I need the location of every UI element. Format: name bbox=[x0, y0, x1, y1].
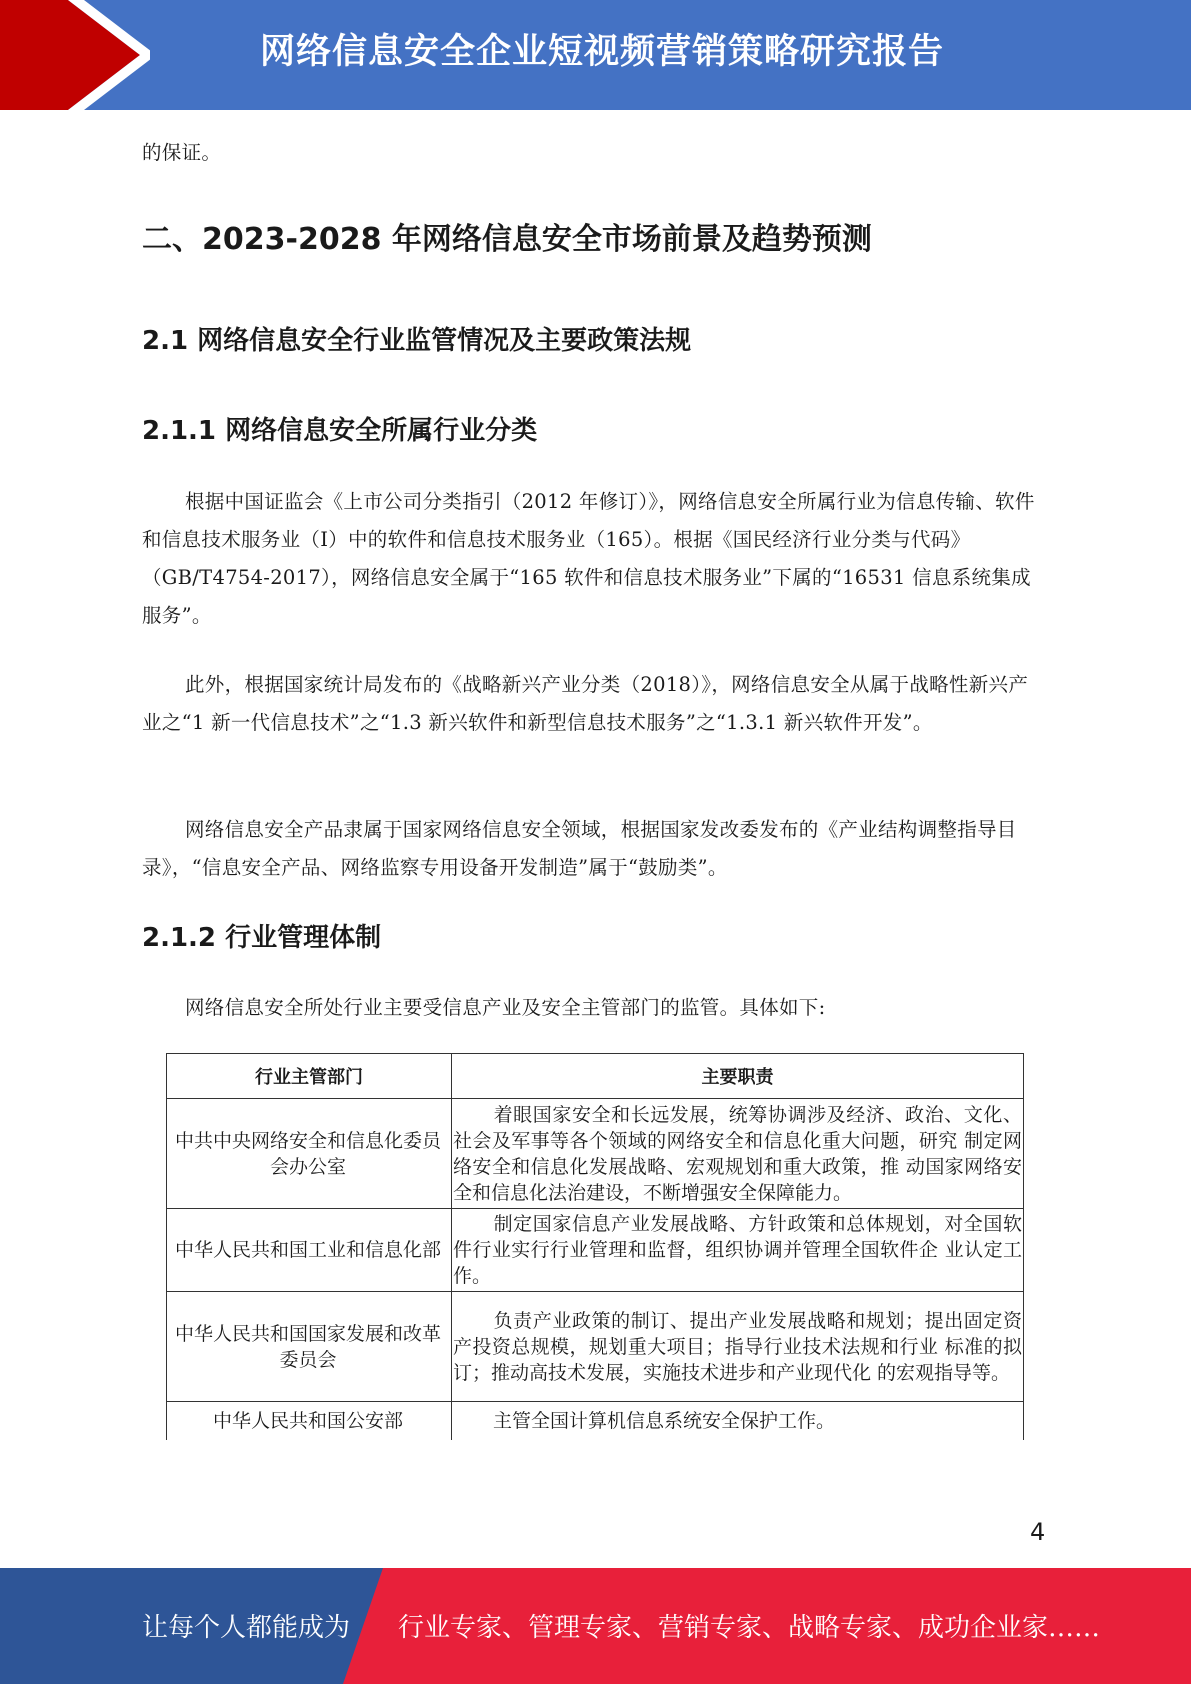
table-row bbox=[167, 1209, 1024, 1292]
duty-text: 制定国家信息产业发展战略、方针政策和总体规划，对全国软件行业实行行业管理和监督，组织协调并管理全国软件企 业认定工作。 bbox=[453, 1213, 1022, 1287]
department-cell: 中华人民共和国工业和信息化部 bbox=[167, 1209, 452, 1292]
table-row bbox=[167, 1402, 1024, 1440]
subsection-heading-2-1-1: 2.1.1 网络信息安全所属行业分类 bbox=[142, 416, 538, 446]
report-header bbox=[0, 0, 1191, 110]
column-header-duty: 主要职责 bbox=[452, 1054, 1024, 1099]
duty-cell bbox=[452, 1402, 1024, 1440]
footer-slogan-left: 让每个人都能成为 bbox=[142, 1613, 351, 1643]
table-header-row bbox=[167, 1054, 1024, 1099]
table-row bbox=[167, 1099, 1024, 1209]
duty-cell bbox=[452, 1292, 1024, 1402]
table-row bbox=[167, 1292, 1024, 1402]
column-header-department: 行业主管部门 bbox=[167, 1054, 452, 1099]
subsection-heading-2-1-2: 2.1.2 行业管理体制 bbox=[142, 923, 382, 953]
paragraph-encouraged-category: 网络信息安全产品隶属于国家网络信息安全领域，根据国家发改委发布的《产业结构调整指导目录》，“信息安全产品、网络监察专用设备开发制造”属于“鼓励类”。 bbox=[142, 818, 1017, 879]
report-title: 网络信息安全企业短视频营销策略研究报告 bbox=[260, 32, 945, 72]
department-cell: 中华人民共和国国家发展和改革委员会 bbox=[167, 1292, 452, 1402]
duty-text: 负责产业政策的制订、提出产业发展战略和规划；提出固定资产投资总规模，规划重大项目；指导行业技术法规和行业 标准的拟订；推动高技术发展，实施技术进步和产业现代化 的宏观指导等。 bbox=[453, 1309, 1022, 1384]
paragraph-regulation-intro: 网络信息安全所处行业主要受信息产业及安全主管部门的监管。具体如下: bbox=[185, 996, 826, 1019]
continuation-text: 的保证。 bbox=[142, 141, 222, 164]
report-footer bbox=[0, 1568, 1191, 1684]
subsection-heading-2-1: 2.1 网络信息安全行业监管情况及主要政策法规 bbox=[142, 326, 692, 356]
duty-text: 主管全国计算机信息系统安全保护工作。 bbox=[493, 1409, 836, 1432]
section-heading: 二、2023-2028 年网络信息安全市场前景及趋势预测 bbox=[142, 222, 872, 257]
paragraph-industry-classification: 根据中国证监会《上市公司分类指引（2012 年修订）》，网络信息安全所属行业为信息传输、软件和信息技术服务业（I）中的软件和信息技术服务业（165）。根据《国民经济行业分类与代码》（GB/T4754-2017），网络信息安全属于“165 软件和信息技术服务业”下属的“16531 信息系统集成服务”。 bbox=[142, 490, 1035, 627]
duty-text: 着眼国家安全和长远发展，统筹协调涉及经济、政治、文化、社会及军事等各个领域的网络安全和信息化重大问题，研究 制定网络安全和信息化发展战略、宏观规划和重大政策，推 动国家网络安全和信息化法治建设，不断增强安全保障能力。 bbox=[453, 1103, 1022, 1204]
duty-cell bbox=[452, 1209, 1024, 1292]
paragraph-strategic-industry: 此外，根据国家统计局发布的《战略新兴产业分类（2018）》，网络信息安全从属于战略性新兴产业之“1 新一代信息技术”之“1.3 新兴软件和新型信息技术服务”之“1.3.1 新兴软件开发”。 bbox=[142, 673, 1029, 734]
duty-cell bbox=[452, 1099, 1024, 1209]
department-cell: 中华人民共和国公安部 bbox=[167, 1402, 452, 1440]
department-cell: 中共中央网络安全和信息化委员会办公室 bbox=[167, 1099, 452, 1209]
regulator-duty-table bbox=[166, 1053, 1024, 1440]
page-number: 4 bbox=[1030, 1518, 1046, 1546]
footer-slogan-right: 行业专家、管理专家、营销专家、战略专家、成功企业家…… bbox=[398, 1613, 1101, 1643]
